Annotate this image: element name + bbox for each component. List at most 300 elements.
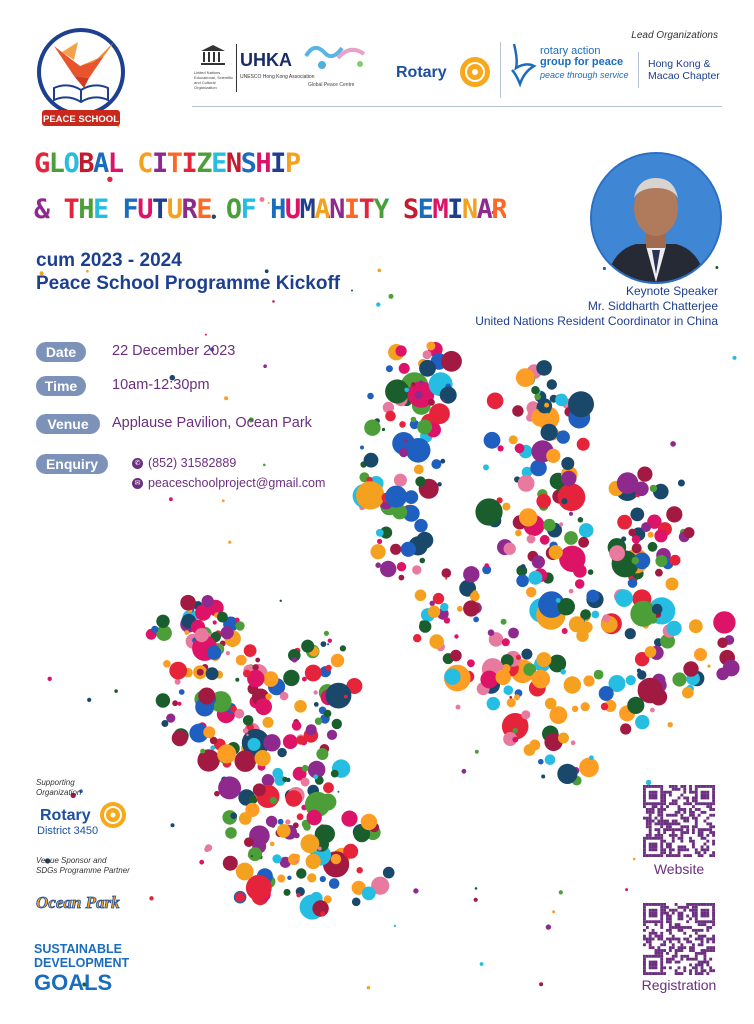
- decor-dot: [375, 562, 381, 568]
- decor-dot: [472, 590, 478, 596]
- decor-dot: [428, 399, 435, 406]
- decor-dot: [637, 467, 652, 482]
- decor-dot: [197, 669, 204, 676]
- decor-dot: [377, 539, 382, 544]
- decor-dot: [516, 655, 521, 660]
- decor-dot: [303, 823, 311, 831]
- ragp-line2: group for peace: [540, 56, 624, 68]
- decor-dot: [222, 499, 225, 502]
- decor-dot: [539, 982, 543, 986]
- decor-dot: [414, 391, 422, 399]
- uhka-caption: UNESCO Hong Kong Association: [240, 74, 315, 80]
- decor-dot: [650, 485, 657, 492]
- decor-dot: [285, 819, 290, 824]
- decor-dot: [200, 749, 205, 754]
- sdg-line1-2: [34, 942, 129, 970]
- decor-dot: [362, 887, 376, 901]
- decor-dot: [419, 360, 436, 377]
- decor-dot: [262, 774, 275, 787]
- speaker-name: Mr. Siddharth Chatterjee: [587, 299, 718, 313]
- decor-dot: [236, 655, 247, 666]
- lead-organizations-label: Lead Organizations: [631, 30, 718, 41]
- decor-dot: [301, 778, 310, 787]
- decor-dot: [296, 893, 300, 897]
- decor-dot: [559, 522, 563, 526]
- decor-dot: [394, 474, 407, 487]
- decor-dot: [545, 698, 557, 710]
- decor-dot: [532, 555, 545, 568]
- peace-school-logo: [34, 26, 128, 132]
- decor-dot: [589, 755, 594, 760]
- decor-dot: [352, 898, 361, 907]
- decor-dot: [534, 394, 541, 401]
- decor-dot: [524, 744, 536, 756]
- decor-dot: [411, 382, 415, 386]
- decor-dot: [488, 629, 495, 636]
- decor-dot: [282, 777, 287, 782]
- decor-dot: [180, 595, 196, 611]
- decor-dot: [620, 723, 631, 734]
- rotary-wheel-icon: [458, 55, 492, 89]
- sdg-line2: DEVELOPMENT: [34, 956, 130, 970]
- decor-dot: [294, 833, 300, 839]
- decor-dot: [396, 345, 407, 356]
- decor-dot: [292, 721, 302, 731]
- venue-pill: Venue: [36, 414, 100, 434]
- decor-dot: [467, 659, 475, 667]
- decor-dot: [283, 734, 298, 749]
- decor-dot: [715, 266, 718, 269]
- decor-dot: [420, 558, 426, 564]
- decor-dot: [251, 855, 253, 857]
- decor-dot: [367, 393, 374, 400]
- decor-dot: [320, 911, 325, 916]
- email-address[interactable]: peaceschoolproject@gmail.com: [148, 476, 326, 490]
- decor-dot: [397, 562, 406, 571]
- sdg-line3: GOALS: [34, 970, 113, 995]
- decor-dot: [255, 750, 271, 766]
- decor-dot: [48, 677, 52, 681]
- decor-dot: [569, 512, 573, 516]
- decor-dot: [323, 782, 334, 793]
- decor-dot: [561, 457, 574, 470]
- decor-dot: [244, 837, 254, 847]
- decor-dot: [668, 722, 673, 727]
- website-label[interactable]: Website: [653, 861, 705, 877]
- decor-dot: [444, 617, 450, 623]
- decor-dot: [287, 876, 291, 880]
- decor-dot: [431, 459, 441, 469]
- decor-dot: [173, 736, 180, 743]
- decor-dot: [263, 734, 280, 751]
- lead-organizations-logos: [192, 38, 722, 104]
- decor-dot: [169, 497, 173, 501]
- decor-dot: [412, 565, 421, 574]
- decor-dot: [413, 634, 421, 642]
- decor-dot: [380, 561, 396, 577]
- decor-dot: [513, 728, 518, 733]
- decor-dot: [561, 498, 567, 504]
- decor-dot: [555, 394, 568, 407]
- decor-dot: [230, 812, 237, 819]
- decor-dot: [156, 693, 170, 707]
- decor-dot: [293, 822, 299, 828]
- decor-dot: [713, 611, 735, 633]
- decor-dot: [484, 432, 501, 449]
- decor-dot: [341, 811, 357, 827]
- decor-dot: [416, 532, 433, 549]
- decor-dot: [202, 595, 214, 607]
- decor-dot: [475, 750, 479, 754]
- decor-dot: [401, 542, 416, 557]
- decor-dot: [326, 683, 352, 709]
- decor-dot: [484, 563, 489, 568]
- decor-dot: [171, 823, 175, 827]
- decor-dot: [383, 867, 395, 879]
- decor-dot: [515, 530, 522, 537]
- decor-dot: [516, 575, 529, 588]
- title-line-1: [34, 148, 300, 179]
- decor-dot: [564, 531, 578, 545]
- decor-dot: [591, 611, 599, 619]
- decor-dot: [328, 639, 332, 643]
- decor-dot: [502, 503, 510, 511]
- ocean-park-logo: [34, 886, 120, 916]
- decor-dot: [243, 715, 254, 726]
- decor-dot: [225, 827, 237, 839]
- ragp-tagline: peace through service: [540, 70, 629, 80]
- sdg-goals-word: [34, 970, 112, 996]
- decor-dot: [521, 710, 530, 719]
- decor-dot: [601, 703, 608, 710]
- decor-dot: [666, 578, 679, 591]
- decor-dot: [385, 411, 396, 422]
- decor-dot: [558, 483, 586, 511]
- decor-dot: [210, 745, 215, 750]
- decor-dot: [521, 649, 532, 660]
- decor-dot: [340, 645, 346, 651]
- decor-dot: [277, 875, 285, 883]
- decor-dot: [419, 620, 431, 632]
- decor-dot: [487, 697, 500, 710]
- subtitle-cum: cum 2023 - 2024: [36, 250, 182, 271]
- decor-dot: [564, 676, 581, 693]
- decor-dot: [87, 698, 91, 702]
- decor-dot: [199, 860, 204, 865]
- speaker-position: United Nations Resident Coordinator in China: [475, 314, 718, 328]
- decor-dot: [516, 368, 535, 387]
- decor-dot: [151, 626, 158, 633]
- decor-dot: [272, 300, 275, 303]
- ragp-line1: rotary action: [540, 45, 601, 57]
- decor-dot: [149, 896, 153, 900]
- decor-dot: [456, 705, 461, 710]
- decor-dot: [454, 634, 458, 638]
- decor-dot: [236, 863, 254, 881]
- decor-dot: [429, 634, 444, 649]
- decor-dot: [376, 529, 384, 537]
- decor-dot: [344, 695, 348, 699]
- decor-dot: [272, 854, 281, 863]
- decor-dot: [545, 754, 556, 765]
- decor-dot: [498, 445, 504, 451]
- decor-dot: [230, 636, 239, 645]
- decor-dot: [277, 824, 291, 838]
- decor-dot: [541, 424, 558, 441]
- decor-dot: [203, 726, 215, 738]
- decor-dot: [169, 662, 187, 680]
- decor-dot: [244, 644, 257, 657]
- decor-dot: [532, 670, 551, 689]
- decor-dot: [527, 535, 536, 544]
- decor-dot: [599, 686, 614, 701]
- decor-dot: [288, 854, 300, 866]
- uhka-name: UHKA: [240, 50, 292, 70]
- decor-dot: [615, 589, 633, 607]
- registration-qr-code[interactable]: [643, 903, 715, 975]
- decor-dot: [558, 733, 569, 744]
- decor-dot: [480, 962, 484, 966]
- decor-dot: [504, 685, 514, 695]
- decor-dot: [297, 813, 304, 820]
- peace-school-badge-text: PEACE SCHOOL: [42, 114, 120, 125]
- decor-dot: [635, 715, 649, 729]
- decor-dot: [356, 481, 384, 509]
- decor-dot: [625, 628, 636, 639]
- sdg-line1: SUSTAINABLE: [34, 942, 122, 956]
- decor-dot: [266, 816, 277, 827]
- decor-dot: [561, 471, 576, 486]
- decor-dot: [559, 890, 563, 894]
- decor-dot: [371, 544, 386, 559]
- decor-dot: [579, 758, 599, 778]
- decor-dot: [578, 537, 589, 548]
- decor-dot: [280, 600, 282, 602]
- decor-dot: [617, 472, 639, 494]
- decor-dot: [528, 571, 542, 585]
- decor-dot: [512, 405, 523, 416]
- decor-dot: [512, 737, 518, 743]
- decor-dot: [633, 858, 636, 861]
- venue-value: Applause Pavilion, Ocean Park: [112, 415, 312, 431]
- decor-dot: [378, 269, 382, 273]
- decor-dot: [316, 748, 328, 760]
- decor-dot: [429, 403, 450, 424]
- decor-dot: [654, 529, 667, 542]
- decor-dot: [568, 391, 594, 417]
- decor-dot: [218, 776, 241, 799]
- decor-dot: [331, 854, 341, 864]
- decor-dot: [515, 443, 525, 453]
- decor-dot: [364, 420, 380, 436]
- enquiry-pill: Enquiry: [36, 454, 108, 474]
- decor-dot: [441, 351, 462, 372]
- venue-sponsor-line1: Venue Sponsor and: [36, 856, 107, 865]
- decor-dot: [205, 334, 207, 336]
- decor-dot: [217, 744, 236, 763]
- decor-dot: [509, 696, 512, 699]
- decor-dot: [357, 867, 363, 873]
- decor-dot: [248, 847, 262, 861]
- decor-dot: [547, 379, 557, 389]
- decor-dot: [283, 670, 299, 686]
- decor-dot: [307, 810, 322, 825]
- decor-dot: [630, 601, 656, 627]
- decor-dot: [581, 702, 590, 711]
- decor-dot: [575, 579, 585, 589]
- decor-dot: [650, 708, 655, 713]
- decor-dot: [253, 783, 266, 796]
- decor-dot: [577, 438, 590, 451]
- decor-dot: [583, 675, 594, 686]
- decor-dot: [320, 876, 326, 882]
- time-value: 10am-12:30pm: [112, 377, 210, 393]
- decor-dot: [544, 403, 549, 408]
- decor-dot: [683, 661, 698, 676]
- decor-dot: [440, 603, 448, 611]
- decor-dot: [521, 564, 526, 569]
- decor-dot: [376, 302, 380, 306]
- decor-dot: [313, 774, 318, 779]
- decor-dot: [294, 700, 307, 713]
- decor-dot: [263, 717, 274, 728]
- decor-dot: [301, 640, 314, 653]
- decor-dot: [594, 670, 604, 680]
- supporting-label-line1: Supporting: [36, 778, 75, 787]
- decor-dot: [557, 430, 570, 443]
- decor-dot: [536, 360, 552, 376]
- decor-dot: [672, 672, 686, 686]
- decor-dot: [305, 665, 322, 682]
- decor-dot: [406, 438, 431, 463]
- decor-dot: [419, 380, 423, 384]
- decor-dot: [313, 690, 317, 694]
- decor-dot: [457, 606, 463, 612]
- decor-dot: [526, 587, 536, 597]
- decor-dot: [572, 706, 578, 712]
- decor-dot: [423, 350, 432, 359]
- decor-dot: [296, 736, 305, 745]
- decor-dot: [243, 670, 251, 678]
- decor-dot: [732, 356, 736, 360]
- decor-dot: [224, 396, 228, 400]
- decor-dot: [541, 775, 545, 779]
- decor-dot: [508, 628, 519, 639]
- decor-dot: [306, 724, 317, 735]
- decor-dot: [648, 542, 658, 552]
- decor-dot: [603, 267, 606, 270]
- decor-dot: [296, 868, 306, 878]
- phone-icon: ✆: [132, 458, 143, 469]
- decor-dot: [360, 446, 364, 450]
- decor-dot: [602, 614, 610, 622]
- decor-dot: [504, 543, 516, 555]
- global-peace-centre-logo: [302, 38, 374, 72]
- decor-dot: [399, 363, 410, 374]
- decor-dot: [562, 628, 568, 634]
- decor-dot: [569, 589, 574, 594]
- decor-dot: [501, 619, 507, 625]
- decor-dot: [666, 506, 682, 522]
- decor-dot: [588, 569, 594, 575]
- decor-dot: [609, 545, 625, 561]
- decor-dot: [327, 643, 329, 645]
- chapter-line1: Hong Kong &: [648, 58, 711, 70]
- decor-dot: [326, 665, 332, 671]
- decor-dot: [166, 714, 175, 723]
- decor-dot: [462, 769, 467, 774]
- chapter-line2: Macao Chapter: [648, 70, 720, 82]
- decor-dot: [475, 887, 478, 890]
- date-pill: Date: [36, 342, 86, 362]
- decor-dot: [386, 365, 393, 372]
- decor-dot: [399, 575, 405, 581]
- decor-dot: [302, 765, 309, 772]
- decor-dot: [433, 593, 444, 604]
- decor-dot: [632, 557, 640, 565]
- decor-dot: [519, 508, 537, 526]
- decor-dot: [332, 719, 342, 729]
- decor-dot: [404, 388, 409, 393]
- decor-dot: [625, 888, 628, 891]
- decor-dot: [514, 694, 520, 700]
- rotary-district-wheel-icon: [98, 800, 128, 830]
- decor-dot: [414, 519, 427, 532]
- decor-dot: [255, 698, 272, 715]
- decor-dot: [404, 439, 408, 443]
- decor-dot: [175, 679, 181, 685]
- decor-dot: [361, 814, 377, 830]
- decor-dot: [295, 860, 298, 863]
- decor-dot: [573, 564, 587, 578]
- decor-dot: [245, 803, 259, 817]
- decor-dot: [579, 523, 594, 538]
- decor-dot: [389, 294, 394, 299]
- decor-dot: [556, 598, 561, 603]
- decor-dot: [450, 650, 462, 662]
- decor-dot: [327, 730, 337, 740]
- decor-dot: [246, 734, 248, 736]
- decor-dot: [319, 794, 336, 811]
- decor-dot: [351, 290, 353, 292]
- decor-dot: [694, 648, 707, 661]
- decor-dot: [207, 645, 221, 659]
- decor-dot: [473, 617, 479, 623]
- decor-dot: [578, 517, 584, 523]
- email-icon: ✉: [132, 478, 143, 489]
- decor-dot: [531, 386, 539, 394]
- decor-dot: [463, 566, 479, 582]
- unesco-text: United Nations Educational, Scientific and Cultural Organization: [194, 70, 234, 90]
- decor-dot: [314, 702, 319, 707]
- registration-label[interactable]: Registration: [641, 977, 717, 993]
- decor-dot: [364, 453, 379, 468]
- decor-dot: [235, 621, 244, 630]
- decor-dot: [399, 421, 406, 428]
- decor-dot: [382, 428, 385, 431]
- decor-dot: [223, 856, 238, 871]
- decor-dot: [163, 660, 171, 668]
- website-qr-code[interactable]: [643, 785, 715, 857]
- decor-dot: [385, 486, 407, 508]
- decor-dot: [195, 628, 209, 642]
- decor-dot: [415, 590, 427, 602]
- decor-dot: [557, 764, 577, 784]
- decor-dot: [252, 664, 258, 670]
- decor-dot: [621, 536, 626, 541]
- decor-dot: [518, 475, 535, 492]
- decor-dot: [277, 748, 286, 757]
